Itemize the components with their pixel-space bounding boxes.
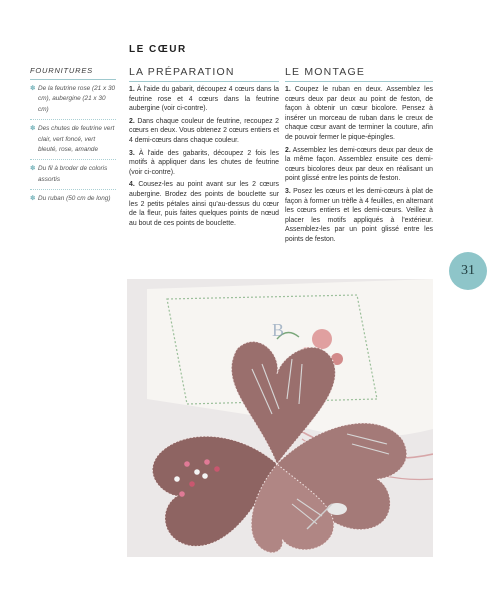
step-text: Coupez le ruban en deux. Assemblez les cœurs deux par deux au point de feston, de façon à obtenir un cœur bicolore. Pensez à insérer un morceau de ruban dans le creux de chaque cœur avant de terminer la couture, afin de pouvoir fermer le pique-épingles. xyxy=(285,86,433,141)
flower-bullet-icon: ✽ xyxy=(30,195,36,203)
step-number: 3. xyxy=(129,149,135,157)
svg-text:B: B xyxy=(272,320,285,340)
assembly-step xyxy=(285,146,433,184)
preparation-step xyxy=(129,180,279,228)
step-number: 1. xyxy=(285,86,291,93)
preparation-step xyxy=(129,85,279,114)
step-text: Dans chaque couleur de feutrine, recoupez 2 cœurs en deux. Vous obtenez 2 cœurs entiers et 4 demi-cœurs dans chaque couleur. xyxy=(129,117,279,144)
pincushion-photo xyxy=(127,279,433,557)
supplies-title: FOURNITURES xyxy=(30,66,116,80)
flower-bullet-icon: ✽ xyxy=(30,85,36,92)
step-text: À l'aide des gabarits, découpez 2 fois les motifs à appliquer dans les chutes de feutrine (voir ci-contre). xyxy=(129,149,279,176)
flower-bullet-icon: ✽ xyxy=(30,165,36,173)
assembly-heading: LE MONTAGE xyxy=(285,66,433,82)
supply-item-text: Du fil à broder de coloris assortis xyxy=(38,165,108,183)
supply-item xyxy=(30,194,116,208)
supply-item-text: Du ruban (50 cm de long) xyxy=(38,195,111,203)
flower-bullet-icon: ✽ xyxy=(30,125,36,133)
assembly-section xyxy=(285,66,433,248)
preparation-heading: LA PRÉPARATION xyxy=(129,66,279,82)
supply-item-text: Des chutes de feutrine vert clair, vert foncé, vert bleuté, rose, amande xyxy=(38,125,115,154)
step-number: 3. xyxy=(285,187,291,195)
page-title: LE CŒUR xyxy=(129,44,187,55)
supplies-sidebar xyxy=(30,66,116,213)
preparation-step xyxy=(129,117,279,146)
assembly-step xyxy=(285,85,433,143)
step-number: 4. xyxy=(129,181,135,189)
preparation-step xyxy=(129,149,279,178)
supply-item xyxy=(30,84,116,120)
assembly-step xyxy=(285,187,433,245)
step-number: 1. xyxy=(129,86,135,93)
supply-item-text: De la feutrine rose (21 x 30 cm), aubergine (21 x 30 cm) xyxy=(38,85,116,113)
step-number: 2. xyxy=(129,117,135,125)
step-text: À l'aide du gabarit, découpez 4 cœurs dans la feutrine rose et 4 cœurs dans la feutrine aubergine (voir ci-contre). xyxy=(129,86,279,113)
step-text: Cousez-les au point avant sur les 2 cœurs aubergine. Brodez des points de bouclette sur les 2 petits pétales ainsi qu'au-dessus du cœur de la fleur, puis faites quelques points de nœud au bout de ces points de bouclette. xyxy=(129,181,279,227)
page-number-badge: 31 xyxy=(449,252,487,290)
step-text: Posez les cœurs et les demi-cœurs à plat de façon à former un trèfle à 4 feuilles, en alternant les cœurs entiers et les demi-cœurs. Veillez à placer les motifs appliqués à l'extérieur. Assemblez-les par un point glissé entre les points de feston. xyxy=(285,187,433,243)
step-text: Assemblez les demi-cœurs deux par deux de la même façon. Assemblez ensuite ces demi-cœurs bicolores deux par deux en réalisant un point glissé entre les points de feston. xyxy=(285,146,433,183)
step-number: 2. xyxy=(285,146,291,154)
supply-item xyxy=(30,124,116,160)
preparation-section xyxy=(129,66,279,231)
supply-item xyxy=(30,164,116,190)
